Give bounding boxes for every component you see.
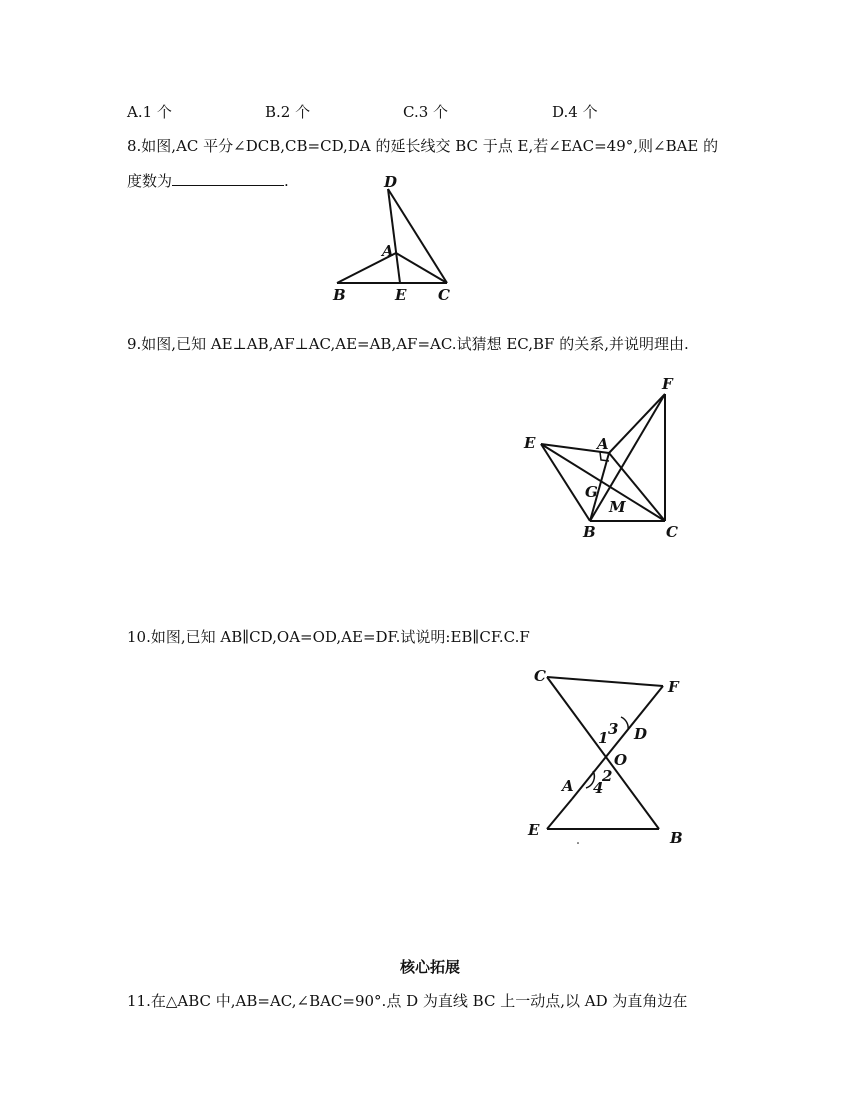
q10-label-3: 3 <box>608 720 619 738</box>
question-8-text: 8.如图,AC 平分∠DCB,CB=CD,DA 的延长线交 BC 于点 E,若∠EAC=49°,则∠BAE 的 <box>127 137 719 155</box>
q9-label-g: G <box>585 483 598 501</box>
q8-label-d: D <box>384 173 398 191</box>
option-c: C.3 个 <box>403 103 449 121</box>
q9-label-a: A <box>597 435 609 453</box>
option-b: B.2 个 <box>265 103 311 121</box>
q10-label-c: C <box>534 667 546 685</box>
q10-label-e: E <box>528 821 540 839</box>
q10-label-2: 2 <box>602 767 613 785</box>
q10-label-1: 1 <box>598 729 609 747</box>
q10-label-4: 4 <box>593 779 604 797</box>
q9-label-e: E <box>524 434 536 452</box>
question-9-text: 9.如图,已知 AE⊥AB,AF⊥AC,AE=AB,AF=AC.试猜想 EC,BF 的关系,并说明理由. <box>127 335 689 353</box>
q8-label-c: C <box>438 286 450 304</box>
q9-label-c: C <box>666 523 678 541</box>
q10-label-o: O <box>614 751 628 769</box>
q8-label-a: A <box>382 242 394 260</box>
q10-label-a: A <box>562 777 574 795</box>
question-8-suffix: . <box>284 172 289 190</box>
q9-label-f: F <box>662 375 673 393</box>
q10-label-d: D <box>634 725 648 743</box>
q9-label-m: M <box>609 498 626 516</box>
option-a: A.1 个 <box>127 103 172 121</box>
option-d: D.4 个 <box>552 103 598 121</box>
q8-label-b: B <box>333 286 346 304</box>
q9-label-b: B <box>583 523 596 541</box>
q8-label-e: E <box>395 286 407 304</box>
question-11-text: 11.在△ABC 中,AB=AC,∠BAC=90°.点 D 为直线 BC 上一动点,以 AD 为直角边在 <box>127 992 688 1010</box>
section-heading: 核心拓展 <box>399 958 460 976</box>
q10-label-b: B <box>670 829 683 847</box>
question-10-text: 10.如图,已知 AB∥CD,OA=OD,AE=DF.试说明:EB∥CF.C.F <box>127 628 530 646</box>
question-8-prefix: 度数为 <box>127 172 173 190</box>
q10-label-f: F <box>668 678 679 696</box>
